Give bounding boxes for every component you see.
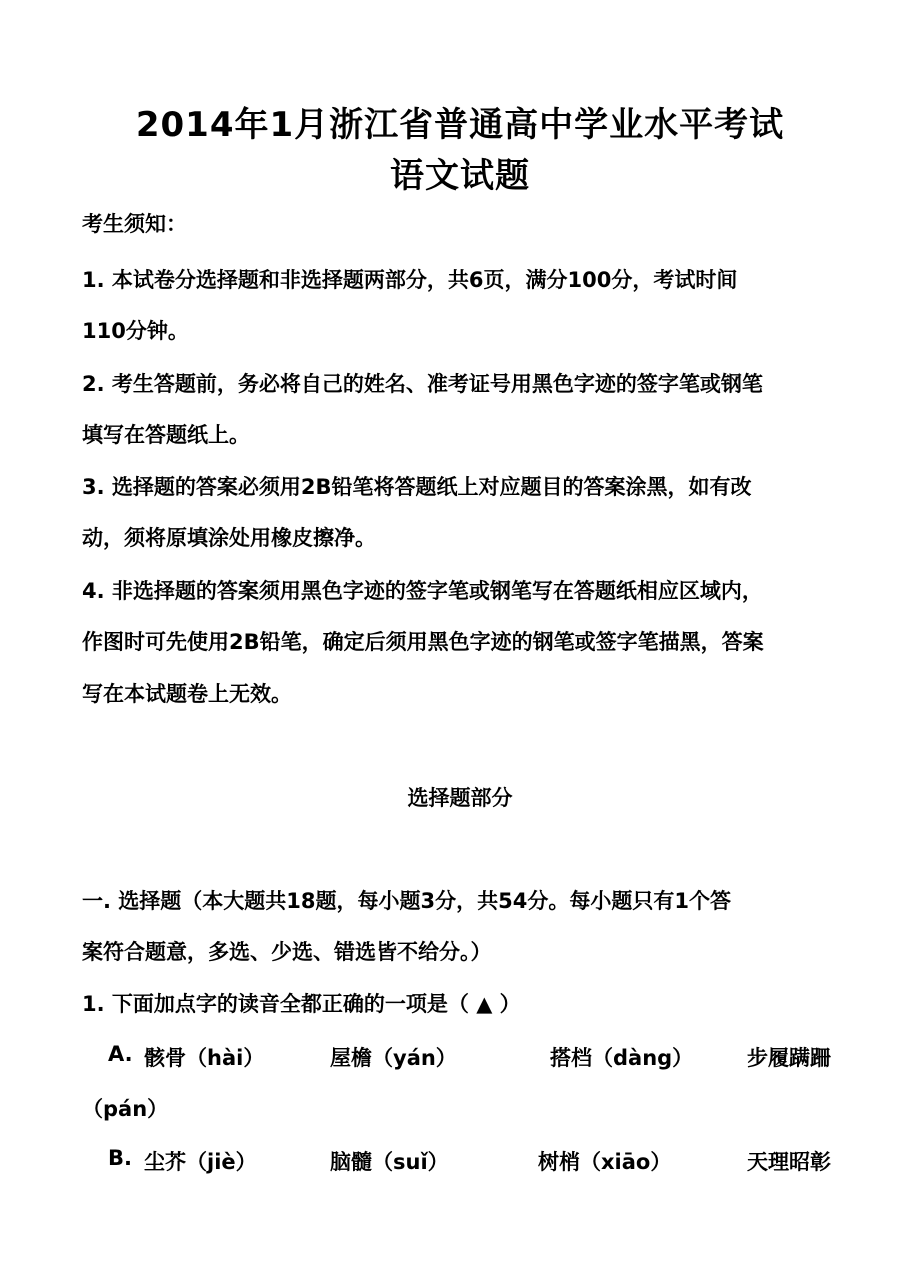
notice-line: 3. 选择题的答案必须用2B铅笔将答题纸上对应题目的答案涂黑，如有改 — [82, 475, 752, 499]
option-label: A. — [108, 1042, 133, 1066]
option-item: 搭档（dàng） — [550, 1046, 694, 1070]
notice-line: 填写在答题纸上。 — [82, 423, 250, 447]
option-continuation: （pán） — [82, 1097, 169, 1121]
section-title: 选择题部分 — [407, 786, 513, 810]
part-heading: 案符合题意，多选、少选、错选皆不给分。） — [82, 940, 492, 964]
option-item: 天理昭彰 — [747, 1150, 831, 1174]
exam-subtitle: 语文试题 — [390, 156, 530, 196]
part-heading: 一. 选择题（本大题共18题，每小题3分，共54分。每小题只有1个答 — [82, 889, 731, 913]
exam-title: 2014年1月浙江省普通高中学业水平考试 — [135, 105, 785, 145]
option-item: 骸骨（hài） — [144, 1046, 265, 1070]
notice-line: 动，须将原填涂处用橡皮擦净。 — [82, 526, 376, 550]
notice-heading: 考生须知： — [82, 212, 187, 236]
notice-line: 写在本试题卷上无效。 — [82, 682, 292, 706]
option-item: 尘芥（jiè） — [144, 1150, 257, 1174]
option-item: 脑髓（suǐ） — [330, 1150, 449, 1174]
question-stem: 1. 下面加点字的读音全都正确的一项是（ ▲ ） — [82, 992, 521, 1016]
option-item: 屋檐（yán） — [330, 1046, 457, 1070]
notice-line: 1. 本试卷分选择题和非选择题两部分，共6页，满分100分，考试时间 — [82, 268, 738, 292]
notice-line: 4. 非选择题的答案须用黑色字迹的签字笔或钢笔写在答题纸相应区域内， — [82, 579, 763, 603]
notice-line: 2. 考生答题前，务必将自己的姓名、准考证号用黑色字迹的签字笔或钢笔 — [82, 372, 763, 396]
notice-line: 作图时可先使用2B铅笔，确定后须用黑色字迹的钢笔或签字笔描黑，答案 — [82, 630, 764, 654]
option-item: 树梢（xiāo） — [538, 1150, 672, 1174]
option-label: B. — [108, 1146, 132, 1170]
option-item: 步履蹒跚 — [747, 1046, 831, 1070]
notice-line: 110分钟。 — [82, 319, 189, 343]
